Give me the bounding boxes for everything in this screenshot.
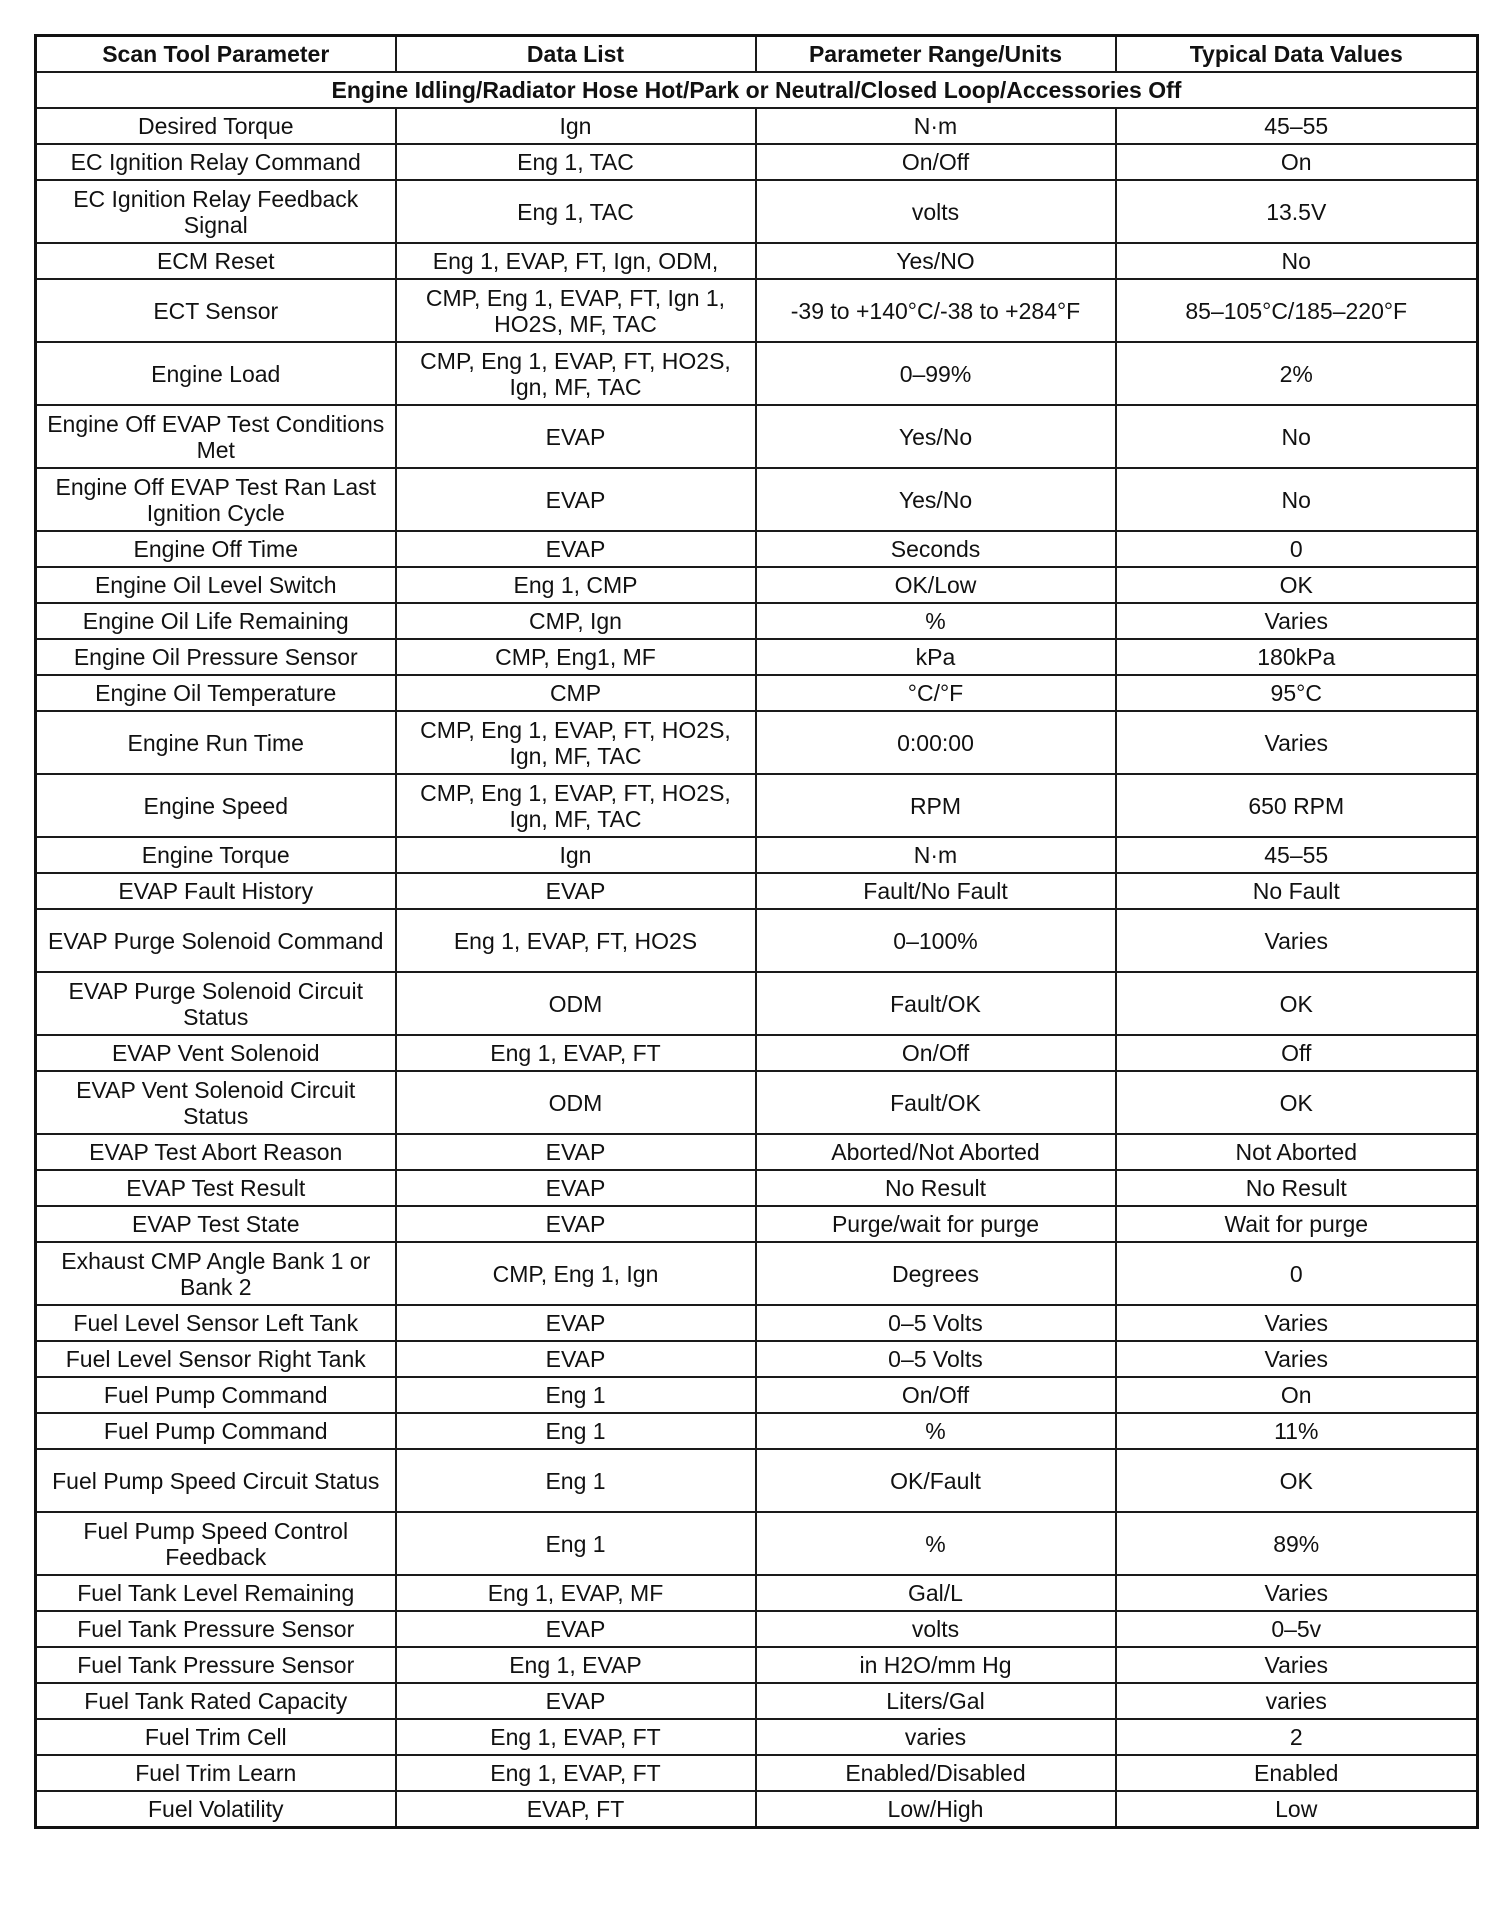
- cell-range-units: Purge/wait for purge: [756, 1206, 1116, 1242]
- cell-data-list: Eng 1, EVAP, FT: [396, 1719, 756, 1755]
- cell-typical-value: Not Aborted: [1116, 1134, 1478, 1170]
- cell-range-units: Liters/Gal: [756, 1683, 1116, 1719]
- cell-typical-value: No Result: [1116, 1170, 1478, 1206]
- cell-range-units: -39 to +140°C/-38 to +284°F: [756, 279, 1116, 342]
- cell-data-list: Eng 1, EVAP, MF: [396, 1575, 756, 1611]
- cell-typical-value: 650 RPM: [1116, 774, 1478, 837]
- cell-range-units: N·m: [756, 837, 1116, 873]
- cell-range-units: Fault/OK: [756, 1071, 1116, 1134]
- cell-range-units: OK/Fault: [756, 1449, 1116, 1512]
- cell-typical-value: Varies: [1116, 1647, 1478, 1683]
- cell-range-units: Yes/No: [756, 468, 1116, 531]
- cell-typical-value: varies: [1116, 1683, 1478, 1719]
- table-row: [36, 873, 1478, 909]
- table-row: [36, 1683, 1478, 1719]
- cell-range-units: kPa: [756, 639, 1116, 675]
- table-row: [36, 1206, 1478, 1242]
- cell-parameter: Engine Off EVAP Test Ran Last Ignition Cycle: [36, 468, 396, 531]
- table-body: [36, 108, 1478, 1828]
- table-row: [36, 711, 1478, 774]
- cell-data-list: EVAP: [396, 1683, 756, 1719]
- cell-parameter: Engine Load: [36, 342, 396, 405]
- cell-typical-value: OK: [1116, 1449, 1478, 1512]
- cell-typical-value: Varies: [1116, 1575, 1478, 1611]
- column-header-parameter: Scan Tool Parameter: [36, 36, 396, 73]
- cell-data-list: Eng 1: [396, 1512, 756, 1575]
- cell-data-list: Ign: [396, 837, 756, 873]
- cell-range-units: volts: [756, 1611, 1116, 1647]
- cell-data-list: EVAP: [396, 1611, 756, 1647]
- table-row: [36, 774, 1478, 837]
- cell-range-units: RPM: [756, 774, 1116, 837]
- table-row: [36, 108, 1478, 144]
- table-row: [36, 1071, 1478, 1134]
- cell-parameter: Fuel Pump Speed Circuit Status: [36, 1449, 396, 1512]
- cell-parameter: EVAP Test State: [36, 1206, 396, 1242]
- table-row: [36, 243, 1478, 279]
- cell-typical-value: 95°C: [1116, 675, 1478, 711]
- cell-parameter: Fuel Tank Level Remaining: [36, 1575, 396, 1611]
- table-row: [36, 1719, 1478, 1755]
- cell-typical-value: Wait for purge: [1116, 1206, 1478, 1242]
- cell-data-list: Ign: [396, 108, 756, 144]
- cell-typical-value: Off: [1116, 1035, 1478, 1071]
- table-row: [36, 279, 1478, 342]
- table-row: [36, 342, 1478, 405]
- header-row: [36, 36, 1478, 73]
- cell-range-units: Aborted/Not Aborted: [756, 1134, 1116, 1170]
- cell-data-list: EVAP: [396, 1170, 756, 1206]
- cell-range-units: Seconds: [756, 531, 1116, 567]
- cell-typical-value: No: [1116, 468, 1478, 531]
- cell-range-units: OK/Low: [756, 567, 1116, 603]
- cell-parameter: Fuel Volatility: [36, 1791, 396, 1828]
- cell-parameter: EVAP Test Abort Reason: [36, 1134, 396, 1170]
- cell-data-list: CMP, Eng 1, EVAP, FT, Ign 1, HO2S, MF, TAC: [396, 279, 756, 342]
- cell-data-list: EVAP: [396, 873, 756, 909]
- cell-parameter: EVAP Fault History: [36, 873, 396, 909]
- cell-parameter: Engine Off Time: [36, 531, 396, 567]
- cell-data-list: CMP, Eng1, MF: [396, 639, 756, 675]
- cell-parameter: Engine Run Time: [36, 711, 396, 774]
- cell-typical-value: 89%: [1116, 1512, 1478, 1575]
- cell-typical-value: Varies: [1116, 1341, 1478, 1377]
- cell-typical-value: 45–55: [1116, 108, 1478, 144]
- cell-parameter: EVAP Purge Solenoid Command: [36, 909, 396, 972]
- table-row: [36, 405, 1478, 468]
- cell-parameter: ECM Reset: [36, 243, 396, 279]
- cell-range-units: Gal/L: [756, 1575, 1116, 1611]
- cell-data-list: Eng 1: [396, 1377, 756, 1413]
- cell-range-units: 0–5 Volts: [756, 1305, 1116, 1341]
- cell-typical-value: On: [1116, 144, 1478, 180]
- cell-range-units: 0:00:00: [756, 711, 1116, 774]
- cell-parameter: EC Ignition Relay Feedback Signal: [36, 180, 396, 243]
- cell-data-list: Eng 1: [396, 1449, 756, 1512]
- cell-data-list: EVAP: [396, 1134, 756, 1170]
- table-row: [36, 603, 1478, 639]
- cell-parameter: Fuel Level Sensor Right Tank: [36, 1341, 396, 1377]
- cell-data-list: ODM: [396, 972, 756, 1035]
- cell-range-units: Degrees: [756, 1242, 1116, 1305]
- table-row: [36, 1611, 1478, 1647]
- column-header-data-list: Data List: [396, 36, 756, 73]
- cell-parameter: Engine Speed: [36, 774, 396, 837]
- cell-parameter: Fuel Pump Command: [36, 1377, 396, 1413]
- cell-typical-value: 45–55: [1116, 837, 1478, 873]
- cell-parameter: Fuel Tank Pressure Sensor: [36, 1647, 396, 1683]
- cell-range-units: %: [756, 1512, 1116, 1575]
- table-row: [36, 1242, 1478, 1305]
- cell-typical-value: 13.5V: [1116, 180, 1478, 243]
- cell-parameter: EVAP Test Result: [36, 1170, 396, 1206]
- cell-typical-value: Low: [1116, 1791, 1478, 1828]
- cell-range-units: N·m: [756, 108, 1116, 144]
- cell-typical-value: 0: [1116, 531, 1478, 567]
- cell-typical-value: OK: [1116, 972, 1478, 1035]
- cell-parameter: Engine Oil Pressure Sensor: [36, 639, 396, 675]
- table-row: [36, 1449, 1478, 1512]
- cell-typical-value: 180kPa: [1116, 639, 1478, 675]
- cell-parameter: Fuel Tank Pressure Sensor: [36, 1611, 396, 1647]
- cell-typical-value: OK: [1116, 567, 1478, 603]
- cell-parameter: Desired Torque: [36, 108, 396, 144]
- cell-range-units: %: [756, 1413, 1116, 1449]
- cell-typical-value: 0: [1116, 1242, 1478, 1305]
- cell-range-units: Yes/NO: [756, 243, 1116, 279]
- cell-typical-value: OK: [1116, 1071, 1478, 1134]
- table-row: [36, 531, 1478, 567]
- scan-tool-data-sheet: [34, 34, 1476, 1829]
- table-row: [36, 468, 1478, 531]
- cell-range-units: Yes/No: [756, 405, 1116, 468]
- cell-parameter: Fuel Trim Cell: [36, 1719, 396, 1755]
- cell-typical-value: Varies: [1116, 909, 1478, 972]
- cell-data-list: Eng 1, EVAP, FT, Ign, ODM,: [396, 243, 756, 279]
- cell-data-list: EVAP: [396, 1206, 756, 1242]
- cell-data-list: ODM: [396, 1071, 756, 1134]
- table-row: [36, 1134, 1478, 1170]
- cell-typical-value: 2: [1116, 1719, 1478, 1755]
- cell-parameter: Engine Off EVAP Test Conditions Met: [36, 405, 396, 468]
- table-row: [36, 1341, 1478, 1377]
- table-row: [36, 144, 1478, 180]
- cell-parameter: EVAP Purge Solenoid Circuit Status: [36, 972, 396, 1035]
- table-row: [36, 1305, 1478, 1341]
- cell-typical-value: On: [1116, 1377, 1478, 1413]
- cell-data-list: CMP, Eng 1, Ign: [396, 1242, 756, 1305]
- cell-parameter: EVAP Vent Solenoid: [36, 1035, 396, 1071]
- cell-data-list: Eng 1, CMP: [396, 567, 756, 603]
- cell-range-units: °C/°F: [756, 675, 1116, 711]
- cell-typical-value: Varies: [1116, 603, 1478, 639]
- cell-data-list: Eng 1, TAC: [396, 144, 756, 180]
- cell-data-list: EVAP: [396, 1341, 756, 1377]
- cell-data-list: Eng 1, TAC: [396, 180, 756, 243]
- table-row: [36, 1035, 1478, 1071]
- cell-parameter: Engine Oil Temperature: [36, 675, 396, 711]
- cell-range-units: 0–5 Volts: [756, 1341, 1116, 1377]
- cell-range-units: 0–100%: [756, 909, 1116, 972]
- cell-parameter: ECT Sensor: [36, 279, 396, 342]
- cell-typical-value: 2%: [1116, 342, 1478, 405]
- cell-typical-value: 11%: [1116, 1413, 1478, 1449]
- cell-typical-value: Varies: [1116, 1305, 1478, 1341]
- cell-parameter: Engine Oil Life Remaining: [36, 603, 396, 639]
- table-row: [36, 567, 1478, 603]
- cell-parameter: Fuel Pump Command: [36, 1413, 396, 1449]
- cell-range-units: Low/High: [756, 1791, 1116, 1828]
- table-row: [36, 1377, 1478, 1413]
- table-row: [36, 639, 1478, 675]
- cell-data-list: Eng 1, EVAP: [396, 1647, 756, 1683]
- cell-data-list: CMP, Ign: [396, 603, 756, 639]
- table-row: [36, 1512, 1478, 1575]
- cell-data-list: CMP, Eng 1, EVAP, FT, HO2S, Ign, MF, TAC: [396, 711, 756, 774]
- cell-data-list: EVAP, FT: [396, 1791, 756, 1828]
- cell-parameter: Exhaust CMP Angle Bank 1 or Bank 2: [36, 1242, 396, 1305]
- table-row: [36, 909, 1478, 972]
- cell-parameter: Engine Torque: [36, 837, 396, 873]
- cell-parameter: Fuel Tank Rated Capacity: [36, 1683, 396, 1719]
- cell-typical-value: Varies: [1116, 711, 1478, 774]
- cell-range-units: %: [756, 603, 1116, 639]
- cell-data-list: EVAP: [396, 468, 756, 531]
- cell-range-units: volts: [756, 180, 1116, 243]
- cell-data-list: Eng 1: [396, 1413, 756, 1449]
- table-row: [36, 1755, 1478, 1791]
- table-row: [36, 180, 1478, 243]
- cell-data-list: CMP, Eng 1, EVAP, FT, HO2S, Ign, MF, TAC: [396, 774, 756, 837]
- cell-data-list: Eng 1, EVAP, FT: [396, 1755, 756, 1791]
- cell-range-units: in H2O/mm Hg: [756, 1647, 1116, 1683]
- scan-tool-data-table: [34, 34, 1479, 1829]
- table-row: [36, 1170, 1478, 1206]
- cell-data-list: Eng 1, EVAP, FT, HO2S: [396, 909, 756, 972]
- cell-parameter: EC Ignition Relay Command: [36, 144, 396, 180]
- cell-range-units: Fault/OK: [756, 972, 1116, 1035]
- cell-range-units: Fault/No Fault: [756, 873, 1116, 909]
- cell-parameter: Fuel Pump Speed Control Feedback: [36, 1512, 396, 1575]
- cell-parameter: Fuel Trim Learn: [36, 1755, 396, 1791]
- cell-range-units: varies: [756, 1719, 1116, 1755]
- cell-data-list: EVAP: [396, 405, 756, 468]
- cell-data-list: EVAP: [396, 531, 756, 567]
- cell-typical-value: Enabled: [1116, 1755, 1478, 1791]
- cell-data-list: EVAP: [396, 1305, 756, 1341]
- cell-typical-value: No: [1116, 405, 1478, 468]
- section-title: Engine Idling/Radiator Hose Hot/Park or Neutral/Closed Loop/Accessories Off: [36, 72, 1478, 108]
- cell-range-units: No Result: [756, 1170, 1116, 1206]
- column-header-range-units: Parameter Range/Units: [756, 36, 1116, 73]
- cell-parameter: Fuel Level Sensor Left Tank: [36, 1305, 396, 1341]
- column-header-typical-values: Typical Data Values: [1116, 36, 1478, 73]
- cell-range-units: On/Off: [756, 144, 1116, 180]
- cell-range-units: Enabled/Disabled: [756, 1755, 1116, 1791]
- table-row: [36, 1791, 1478, 1828]
- cell-typical-value: 0–5v: [1116, 1611, 1478, 1647]
- table-row: [36, 837, 1478, 873]
- cell-data-list: Eng 1, EVAP, FT: [396, 1035, 756, 1071]
- cell-range-units: On/Off: [756, 1377, 1116, 1413]
- cell-typical-value: No Fault: [1116, 873, 1478, 909]
- table-row: [36, 1413, 1478, 1449]
- cell-range-units: On/Off: [756, 1035, 1116, 1071]
- table-row: [36, 1647, 1478, 1683]
- cell-data-list: CMP, Eng 1, EVAP, FT, HO2S, Ign, MF, TAC: [396, 342, 756, 405]
- section-row: [36, 72, 1478, 108]
- cell-typical-value: No: [1116, 243, 1478, 279]
- table-row: [36, 675, 1478, 711]
- table-row: [36, 1575, 1478, 1611]
- cell-typical-value: 85–105°C/185–220°F: [1116, 279, 1478, 342]
- cell-range-units: 0–99%: [756, 342, 1116, 405]
- cell-data-list: CMP: [396, 675, 756, 711]
- cell-parameter: Engine Oil Level Switch: [36, 567, 396, 603]
- table-row: [36, 972, 1478, 1035]
- cell-parameter: EVAP Vent Solenoid Circuit Status: [36, 1071, 396, 1134]
